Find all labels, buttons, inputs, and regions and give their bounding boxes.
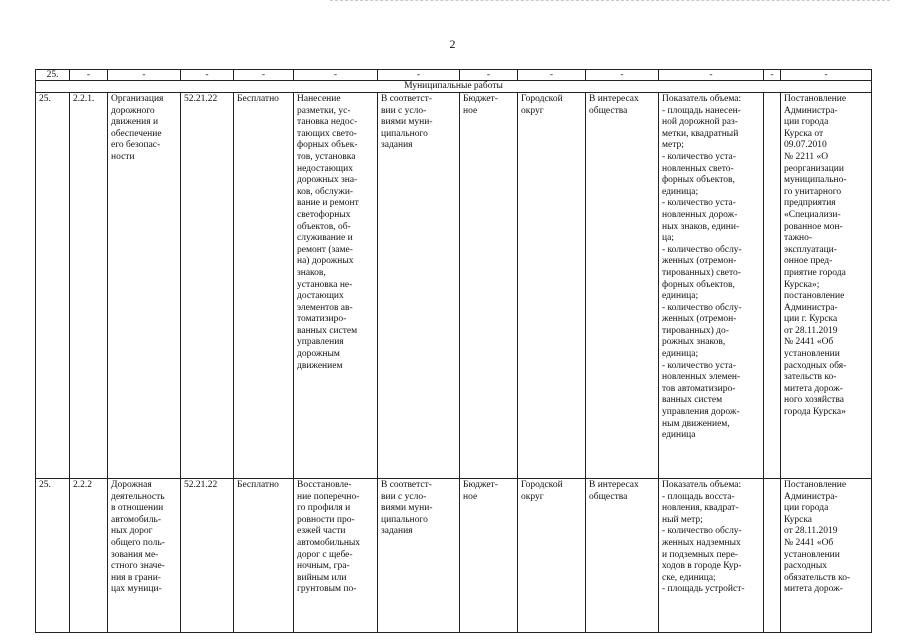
cell-content — [294, 479, 378, 633]
legal-basis-text: Постановление Администра- ции города Курска от 09.07.2010 № 2211 «О реорганизации муниципально- го унитарного предприятия «Специализи- рованное мон- тажно- эксплуатаци- онное пред- приятие города Курска»; постановление Администра- ции г. Курска от 28.11.2019 № 2441 «Об установлении расходных обя- зательств ко- митета дорож- ного хозяйства города Курска» — [784, 94, 847, 418]
indicators-text: Показатель объема: - площадь восста- новления, квадрат- ный метр; - количество обслу- женных надземных и подземных пере- ходов в городе Кур- ске, единица; - площадь устройст- — [662, 480, 745, 595]
table-row — [36, 93, 872, 479]
cell-consumers — [586, 479, 659, 633]
cell-dash: - — [518, 70, 586, 81]
cell-dash: - — [659, 70, 764, 81]
cell-okved — [181, 93, 234, 479]
territory-text: Городской округ — [521, 94, 563, 116]
cell-funding — [460, 479, 518, 633]
territory-text: Городской округ — [521, 480, 563, 502]
cell-indicators — [659, 93, 764, 479]
cell-content — [294, 93, 378, 479]
cell-dash: - — [108, 70, 181, 81]
service-name-text: Организация дорожного движения и обеспечение его безопас- ности — [111, 94, 164, 162]
row-number-text: 25. — [39, 94, 51, 104]
cell-funding — [460, 93, 518, 479]
cell-dash: - — [181, 70, 234, 81]
funding-text: Бюджет- ное — [463, 94, 498, 116]
row-number-text: 25. — [39, 480, 51, 490]
legal-basis-text: Постановление Администра- ции города Курска от 28.11.2019 № 2441 «Об установлении расходных обязательств ко- митета дорож- — [784, 480, 851, 595]
cell-legal-basis — [781, 93, 872, 479]
conditions-text: В соответст- вии с усло- виями муни- ципального задания — [381, 480, 433, 537]
cell-dash: - — [234, 70, 294, 81]
okved-text: 52.21.22 — [184, 480, 218, 490]
table-row — [36, 479, 872, 633]
service-name-text: Дорожная деятельность в отношении автомобиль- ных дорог общего поль- зования ме- стного значе- ния в грани- цах муници- — [111, 480, 165, 595]
cell-dash: - — [586, 70, 659, 81]
cell-dash: - — [764, 70, 781, 81]
cell-legal-basis — [781, 479, 872, 633]
cell-territory — [518, 479, 586, 633]
cell-service-name — [108, 93, 181, 479]
cell-dash: - — [294, 70, 378, 81]
section-title: Муниципальные работы — [36, 81, 872, 93]
cell-okved — [181, 479, 234, 633]
consumers-text: В интересах общества — [589, 94, 639, 116]
consumers-text: В интересах общества — [589, 480, 639, 502]
cell-dash: - — [70, 70, 108, 81]
cell-dash-num: 25. — [36, 70, 70, 81]
cell-territory — [518, 93, 586, 479]
cell-dash: - — [781, 70, 872, 81]
funding-text: Бюджет- ное — [463, 480, 498, 502]
cell-dash: - — [460, 70, 518, 81]
indicators-text: Показатель объема: - площадь нанесен- ной дорожной раз- метки, квадратный метр; - количество уста- новленных свето- форных объектов, единица; - количество уста- новленных дорож- ных знаков, едини- ца; - количество обслу- женных (отремон- тированных) свето- форных объектов, единица; - количество обслу- женных (отремон- тированных) до- рожных знаков, единица; - количество уста- новленных элемен- тов автоматизиро- ванных систем управления дорож- ным движением, единица — [662, 94, 742, 441]
conditions-text: В соответст- вии с усло- виями муни- ципального задания — [381, 94, 433, 151]
cell-conditions — [378, 93, 460, 479]
cell-code — [70, 93, 108, 479]
cell-extra — [764, 93, 781, 479]
cell-code — [70, 479, 108, 633]
content-text: Восстановле- ние поперечно- го профиля и ровности про- езжей части автомобильных дорог с щебе- ночным, гра- вийным или грунтовым по- — [297, 480, 361, 595]
cell-service-name — [108, 479, 181, 633]
content-text: Нанесение разметки, ус- тановка недос- тающих свето- форных объек- тов, установка недостающих дорожных зна- ков, обслужи- вание и ремонт светофорных объектов, об- служивание и ремонт (заме- на) дорожных знаков, установка не- достающих элементов ав- томатизиро- ванных систем управления дорожным движением — [297, 94, 359, 371]
scan-top-edge — [330, 0, 890, 3]
payment-text: Бесплатно — [237, 94, 279, 104]
cell-row-number — [36, 479, 70, 633]
cell-consumers — [586, 93, 659, 479]
cell-indicators — [659, 479, 764, 633]
page-number: 2 — [449, 37, 456, 51]
services-table — [35, 69, 872, 633]
cell-row-number — [36, 93, 70, 479]
cell-dash: - — [378, 70, 460, 81]
table-row-dashes — [36, 70, 872, 81]
code-text: 2.2.1. — [73, 94, 95, 104]
cell-payment — [234, 93, 294, 479]
cell-extra — [764, 479, 781, 633]
cell-payment — [234, 479, 294, 633]
okved-text: 52.21.22 — [184, 94, 218, 104]
table-section-header — [36, 81, 872, 93]
code-text: 2.2.2 — [73, 480, 92, 490]
payment-text: Бесплатно — [237, 480, 279, 490]
cell-conditions — [378, 479, 460, 633]
